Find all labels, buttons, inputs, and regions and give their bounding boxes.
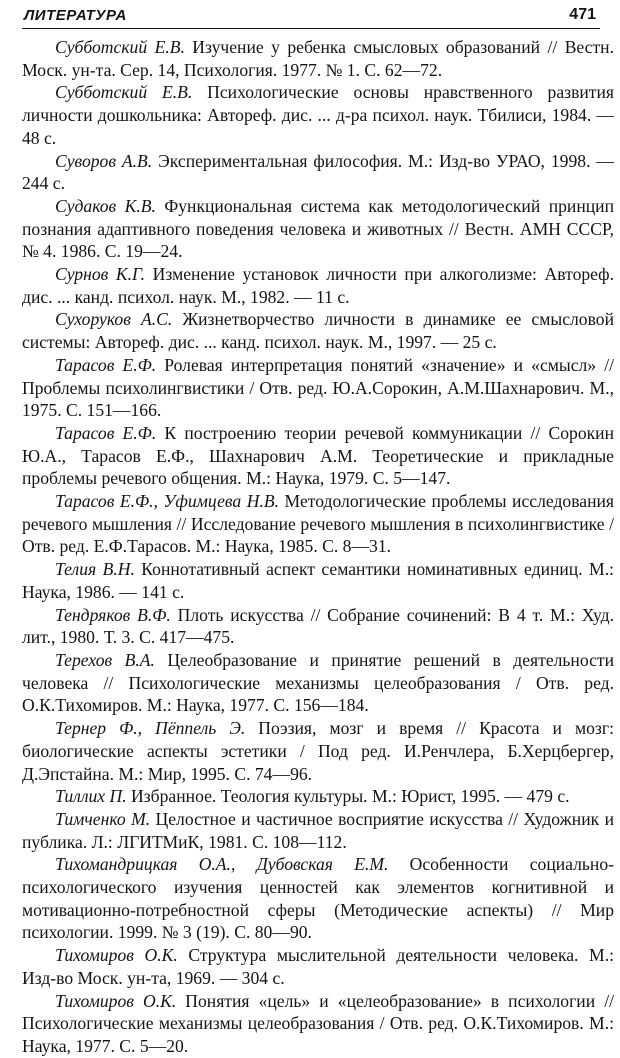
entry-author: Тиллих П.: [55, 786, 127, 807]
entry-author: Терехов В.А.: [55, 649, 155, 670]
entry-text: Изменение установок личности при алкоголизме: Автореф. дис. ... канд. психол. наук. М., 1982. — 11 с.: [22, 264, 614, 307]
entry-text: Методологические проблемы исследования речевого мышления // Исследование речевого мышления в психолингвистике / Отв. ред. Е.Ф.Тарасов. М.: Наука, 1985. С. 8—31.: [22, 491, 615, 557]
entry-author: Тихомандрицкая О.А., Дубовская Е.М.: [55, 854, 389, 875]
bibliography-entry: [22, 263, 614, 308]
entry-text: К построению теории речевой коммуникации // Сорокин Ю.А., Тарасов Е.Ф., Шахнарович А.М. Теоретические и прикладные проблемы речевого общения. М.: Наука, 1979. С. 5—147.: [22, 422, 614, 489]
bibliography-entry: [22, 785, 614, 808]
entry-text: Экспериментальная философия. М.: Изд-во УРАО, 1998. — 244 с.: [22, 150, 615, 194]
bibliography-entry: [22, 717, 614, 785]
entry-author: Тарасов Е.Ф.: [55, 354, 157, 375]
entry-author: Тихомиров О.К.: [55, 945, 178, 966]
entry-author: Субботский Е.В.: [55, 82, 193, 103]
bibliography-entry: [22, 150, 614, 195]
bibliography-list: [22, 36, 614, 1058]
entry-author: Тендряков В.Ф.: [55, 604, 171, 625]
entry-author: Сурнов К.Г.: [55, 264, 146, 285]
bibliography-entry: [22, 36, 614, 81]
section-title: ЛИТЕРАТУРА: [24, 7, 127, 24]
entry-text: Изучение у ребенка смысловых образований // Вестн. Моск. ун-та. Сер. 14, Психология. 1977. № 1. С. 62—72.: [22, 37, 614, 80]
bibliography-entry: [22, 649, 614, 717]
bibliography-entry: [22, 944, 614, 989]
entry-author: Телия В.Н.: [55, 559, 135, 580]
bibliography-entry: [22, 81, 614, 149]
running-header: [22, 2, 600, 29]
entry-author: Судаков К.В.: [55, 195, 156, 216]
entry-author: Тихомиров О.К.: [55, 990, 177, 1011]
bibliography-entry: [22, 354, 614, 422]
bibliography-entry: [22, 808, 614, 853]
bibliography-entry: [22, 604, 614, 649]
page-number: 471: [569, 6, 596, 23]
entry-text: Плоть искусства // Собрание сочинений: В 4 т. М.: Худ. лит., 1980. Т. 3. С. 417—475.: [22, 604, 614, 648]
entry-text: Функциональная система как методологический принцип познания адаптивного поведения человека и животных // Вестн. АМН СССР, № 4. 1986. С. 19—24.: [22, 195, 614, 262]
bibliography-entry: [22, 308, 614, 353]
entry-author: Субботский Е.В.: [55, 37, 185, 57]
entry-text: Целостное и частичное восприятие искусства // Художник и публика. Л.: ЛГИТМиК, 1981. С. 108—112.: [22, 808, 614, 852]
entry-text: Целеобразование и принятие решений в деятельности человека // Психологические механизмы целеобразования / Отв. ред. О.К.Тихомиров. М.: Наука, 1977. С. 156—184.: [22, 649, 614, 716]
entry-text: Понятия «цель» и «целеобразование» в психологии // Психологические механизмы целеобразования / Отв. ред. О.К.Тихомиров. М.: Наука, 1977. С. 5—20.: [22, 990, 614, 1056]
entry-text: Жизнетворчество личности в динамике ее смысловой системы: Автореф. дис. ... канд. психол. наук. М., 1997. — 25 с.: [22, 309, 614, 353]
entry-text: Поэзия, мозг и время // Красота и мозг: биологические аспекты эстетики / Под ред. И.Ренчлера, Б.Херцбергер, Д.Эпстайна. М.: Мир, 1995. С. 74—96.: [22, 718, 614, 784]
entry-author: Сухоруков А.С.: [55, 309, 173, 330]
entry-author: Тимченко М.: [55, 808, 151, 829]
bibliography-entry: [22, 853, 614, 944]
entry-text: Ролевая интерпретация понятий «значение» и «смысл» // Проблемы психолингвистики / Отв. ред. Ю.А.Сорокин, А.М.Шахнарович. М., 1975. С. 151—166.: [22, 354, 614, 421]
entry-text: Структура мыслительной деятельности человека. М.: Изд-во Моск. ун-та, 1969. — 304 с.: [22, 945, 614, 988]
entry-text: Коннотативный аспект семантики номинативных единиц. М.: Наука, 1986. — 141 с.: [22, 559, 614, 602]
entry-author: Тарасов Е.Ф.: [55, 422, 157, 443]
bibliography-entry: [22, 422, 614, 490]
entry-author: Тернер Ф., Пёппель Э.: [55, 718, 246, 739]
bibliography-entry: [22, 195, 614, 263]
entry-author: Суворов А.В.: [55, 150, 153, 171]
entry-text: Особенности социально-психологического изучения ценностей как элементов когнитивной и мотивационно-потребностной сферы (Методические аспекты) // Мир психологии. 1999. № 3 (19). С. 80—90.: [22, 854, 614, 943]
entry-author: Тарасов Е.Ф., Уфимцева Н.В.: [55, 491, 280, 512]
entry-text: Избранное. Теология культуры. М.: Юрист, 1995. — 479 с.: [126, 786, 570, 807]
bibliography-entry: [22, 558, 614, 603]
entry-text: Психологические основы нравственного развития личности дошкольника: Автореф. дис. ... д-ра психол. наук. Тбилиси, 1984. — 48 с.: [22, 82, 614, 148]
bibliography-entry: [22, 490, 614, 558]
bibliography-entry: [22, 990, 614, 1058]
